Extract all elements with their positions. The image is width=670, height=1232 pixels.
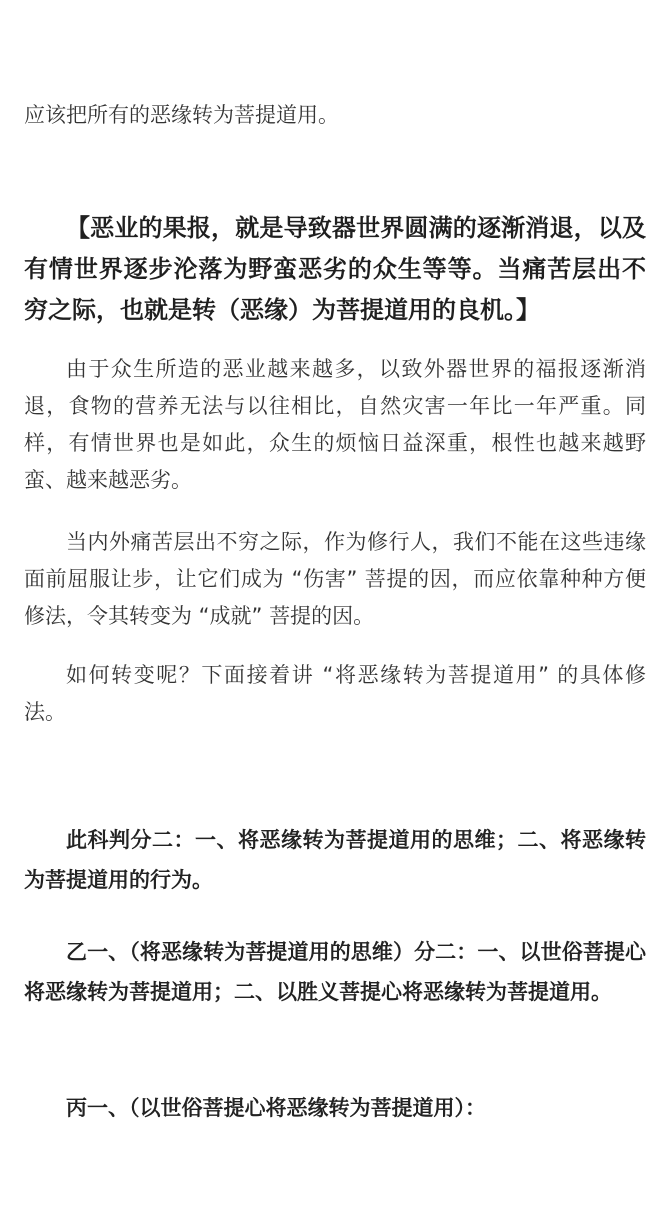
quote-paragraph: 【恶业的果报，就是导致器世界圆满的逐渐消退，以及有情世界逐步沦落为野蛮恶劣的众生等等。当痛苦层出不穷之际，也就是转（恶缘）为菩提道用的良机。】 bbox=[24, 213, 646, 324]
section-heading-3: 丙一、（以世俗菩提心将恶缘转为菩提道用）： bbox=[66, 1096, 486, 1120]
section-heading-2: 乙一、（将恶缘转为菩提道用的思维）分二：一、以世俗菩提心将恶缘转为菩提道用；二、以胜义菩提心将恶缘转为菩提道用。 bbox=[24, 940, 646, 1004]
intro-paragraph: 应该把所有的恶缘转为菩提道用。 bbox=[24, 103, 339, 127]
body-paragraph-1: 由于众生所造的恶业越来越多，以致外器世界的福报逐渐消退，食物的营养无法与以往相比，自然灾害一年比一年严重。同样，有情世界也是如此，众生的烦恼日益深重，根性也越来越野蛮、越来越恶劣。 bbox=[24, 357, 646, 492]
body-paragraph-3: 如何转变呢？下面接着讲 “将恶缘转为菩提道用” 的具体修法。 bbox=[24, 663, 646, 724]
body-paragraph-2: 当内外痛苦层出不穷之际，作为修行人，我们不能在这些违缘面前屈服让步，让它们成为 “伤害” 菩提的因，而应依靠种种方便修法，令其转变为 “成就” 菩提的因。 bbox=[24, 530, 646, 628]
section-heading-1: 此科判分二：一、将恶缘转为菩提道用的思维；二、将恶缘转为菩提道用的行为。 bbox=[24, 828, 646, 892]
